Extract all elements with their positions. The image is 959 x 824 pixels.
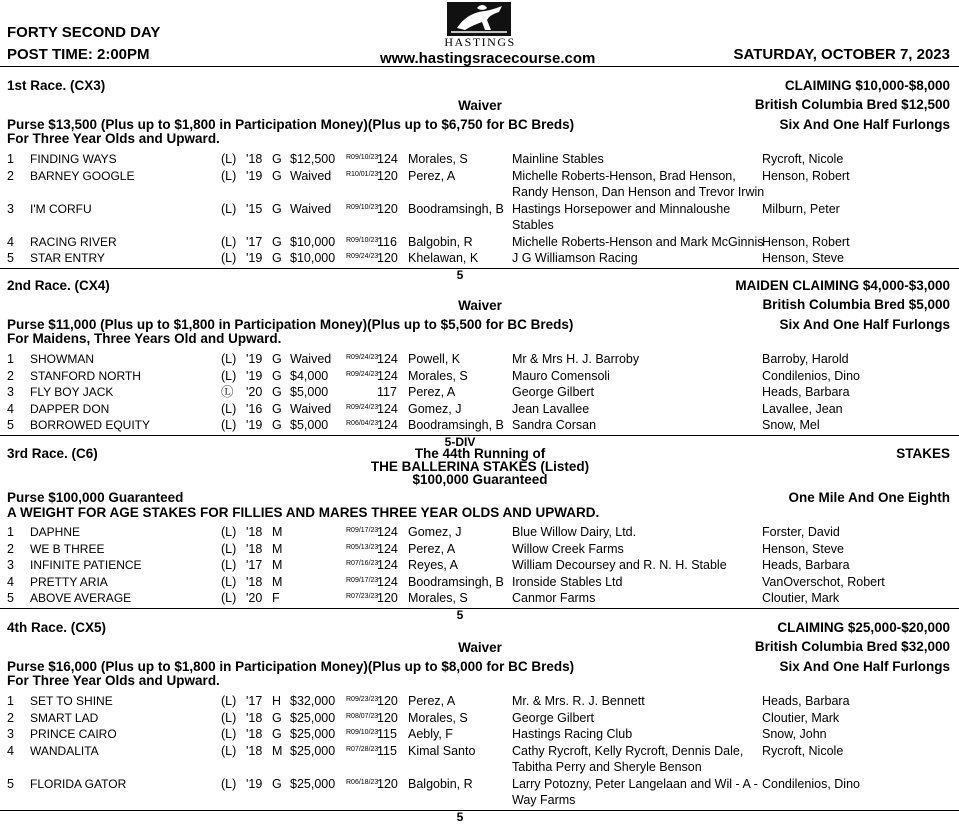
jockey: Perez, A (408, 385, 456, 399)
horse-name: STAR ENTRY (30, 251, 105, 265)
post-position: 1 (7, 694, 14, 708)
weight: 124 (377, 574, 398, 589)
horse-name: FLY BOY JACK (30, 385, 114, 399)
jockey: Perez, A (408, 541, 456, 556)
medication: (L) (221, 401, 237, 416)
foal-year: '19 (246, 168, 263, 183)
owner: Mr. & Mrs. R. J. Bennett (512, 694, 645, 708)
owner: Jean Lavallee (512, 401, 590, 416)
foal-year: '19 (246, 776, 263, 791)
weight: 120 (377, 710, 398, 725)
jockey: Morales, S (408, 591, 468, 605)
race-section (0, 446, 959, 636)
sex: F (272, 591, 280, 605)
owner: George Gilbert (512, 710, 594, 725)
weight: 117 (377, 385, 397, 399)
website-link[interactable]: www.hastingsracecourse.com (380, 50, 596, 67)
weight: 124 (377, 541, 398, 556)
race-type: MAIDEN CLAIMING $4,000-$3,000 (735, 278, 950, 293)
sex: G (272, 710, 282, 725)
jockey: Boodramsingh, B (408, 201, 504, 216)
medication: (L) (221, 541, 237, 556)
foal-year: '19 (246, 368, 263, 383)
jockey: Morales, S (408, 152, 468, 166)
medication: (L) (221, 234, 237, 249)
trainer: Lavallee, Jean (762, 401, 843, 416)
post-position: 2 (7, 541, 14, 556)
weight: 120 (377, 694, 398, 708)
post-position: 4 (7, 234, 14, 249)
race-section (0, 78, 959, 282)
entry-row (0, 151, 959, 167)
race-distance: Six And One Half Furlongs (779, 117, 950, 132)
foal-year: '17 (246, 558, 263, 572)
sex: G (272, 251, 282, 265)
race-section (0, 620, 959, 824)
owner: Canmor Farms (512, 591, 596, 605)
jockey: Khelawan, K (408, 251, 479, 265)
post-position: 1 (7, 352, 14, 366)
claim-price: $32,000 (290, 694, 336, 708)
medication: (L) (221, 776, 237, 791)
owner: Michelle Roberts-Henson, Brad Henson, (512, 168, 736, 183)
horse-name: INFINITE PATIENCE (30, 558, 142, 572)
race-distance: Six And One Half Furlongs (779, 659, 950, 674)
entry-row (0, 693, 959, 709)
foal-year: '18 (246, 574, 263, 589)
jockey: Powell, K (408, 352, 461, 366)
jockey: Morales, S (408, 368, 468, 383)
claim-price: Waived (290, 168, 332, 183)
weight: 115 (377, 743, 397, 758)
jockey: Balgobin, R (408, 776, 473, 791)
last-race-date: R08/07/23 (346, 712, 379, 720)
header-rule (0, 66, 959, 67)
last-race-date: R10/01/23 (346, 170, 379, 178)
post-position: 5 (7, 418, 14, 432)
entry-row (0, 234, 959, 250)
sex: M (272, 558, 283, 572)
horse-name: BARNEY GOOGLE (30, 168, 135, 183)
foal-year: '17 (246, 234, 263, 249)
trainer: Cloutier, Mark (762, 710, 840, 725)
medication: (L) (221, 352, 237, 366)
weight: 124 (377, 368, 398, 383)
jockey: Aebly, F (408, 727, 453, 741)
last-race-date: R06/04/23 (346, 420, 379, 427)
claim-price: $25,000 (290, 710, 336, 725)
race-conditions: For Three Year Olds and Upward. (7, 673, 220, 688)
weight: 124 (377, 558, 398, 572)
weight: 124 (377, 401, 398, 416)
foal-year: '15 (246, 201, 263, 216)
foal-year: '18 (246, 710, 263, 725)
sex: G (272, 418, 282, 432)
race-purse: Purse $13,500 (Plus up to $1,800 in Participation Money)(Plus up to $6,750 for BC Breds) (7, 117, 575, 132)
foal-year: '18 (246, 743, 263, 758)
owner-continued: Stables (512, 217, 554, 232)
horse-name: FLORIDA GATOR (30, 776, 127, 791)
entry-row (0, 351, 959, 367)
trainer: VanOverschot, Robert (762, 574, 885, 589)
claim-price: $5,000 (290, 385, 329, 399)
jockey: Reyes, A (408, 558, 459, 572)
claim-price: Waived (290, 201, 332, 216)
race-conditions: For Three Year Olds and Upward. (7, 131, 220, 146)
sex: G (272, 152, 282, 166)
post-position: 2 (7, 168, 14, 183)
sex: M (272, 743, 283, 758)
claim-price: $25,000 (290, 743, 336, 758)
post-position: 4 (7, 401, 14, 416)
entry-row (0, 201, 959, 232)
horse-name: RACING RIVER (30, 234, 117, 249)
waiver-label: Waiver (458, 640, 502, 655)
last-race-date: R09/10/23 (346, 154, 379, 161)
trainer: Heads, Barbara (762, 385, 850, 399)
race-conditions: A WEIGHT FOR AGE STAKES FOR FILLIES AND MARES THREE YEAR OLDS AND UPWARD. (7, 505, 600, 520)
horse-name: ABOVE AVERAGE (30, 591, 132, 605)
race-section (0, 278, 959, 468)
entry-row (0, 574, 959, 590)
trainer: Henson, Steve (762, 541, 844, 556)
medication: (L) (221, 152, 237, 166)
race-conditions: For Maidens, Three Years Old and Upward. (7, 331, 282, 346)
sex: G (272, 352, 282, 366)
post-position: 1 (7, 152, 14, 166)
last-race-date: R07/16/23 (346, 560, 379, 567)
last-race-date: R09/24/23 (346, 253, 379, 260)
sex: G (272, 385, 282, 399)
race-date: SATURDAY, OCTOBER 7, 2023 (733, 46, 950, 63)
post-position: 3 (7, 558, 14, 572)
field-size: 5 (456, 607, 464, 622)
entry-row (0, 401, 959, 417)
trainer: Condilenios, Dino (762, 776, 860, 791)
post-position: 3 (7, 385, 14, 399)
race-purse: Purse $16,000 (Plus up to $1,800 in Participation Money)(Plus up to $8,000 for BC Breds) (7, 659, 575, 674)
last-race-date: R09/24/23 (346, 403, 379, 411)
sex: G (272, 727, 282, 741)
horse-name: I'M CORFU (30, 201, 92, 216)
last-race-date: R09/10/23 (346, 203, 379, 211)
owner: Mainline Stables (512, 152, 604, 166)
owner: George Gilbert (512, 385, 594, 399)
trainer: Forster, David (762, 525, 840, 539)
post-position: 1 (7, 525, 14, 539)
race-type: STAKES (896, 446, 950, 461)
sex: M (272, 574, 283, 589)
claim-price: $25,000 (290, 727, 336, 741)
owner: Larry Potozny, Peter Langelaan and Wil - A - (512, 776, 758, 791)
claim-price: $12,500 (290, 152, 336, 166)
race-type: CLAIMING $10,000-$8,000 (784, 78, 950, 93)
entry-row (0, 250, 959, 266)
claim-price: $10,000 (290, 251, 336, 265)
last-race-date: R09/23/23 (346, 696, 379, 703)
foal-year: '19 (246, 418, 263, 432)
waiver-label: Waiver (458, 298, 502, 313)
horse-name: SMART LAD (30, 710, 99, 725)
waiver-label: Waiver (458, 98, 502, 113)
sex: M (272, 525, 283, 539)
medication: (L) (221, 418, 237, 432)
entry-row (0, 726, 959, 742)
trainer: Henson, Robert (762, 168, 850, 183)
weight: 124 (377, 152, 398, 166)
last-race-date: R05/13/23 (346, 543, 379, 551)
race-center-line: The 44th Running of (414, 446, 546, 461)
claim-price: $10,000 (290, 234, 336, 249)
owner: Hastings Racing Club (512, 727, 633, 741)
post-position: 5 (7, 251, 14, 265)
sex: G (272, 368, 282, 383)
bc-bred-line: British Columbia Bred $32,000 (754, 639, 950, 654)
owner: Ironside Stables Ltd (512, 574, 623, 589)
trainer: Condilenios, Dino (762, 368, 860, 383)
entry-row (0, 710, 959, 726)
race-title: 2nd Race. (CX4) (7, 278, 110, 293)
jockey: Perez, A (408, 168, 456, 183)
entry-row (0, 743, 959, 774)
owner: Blue Willow Dairy, Ltd. (512, 525, 637, 539)
owner: J G Williamson Racing (512, 251, 638, 265)
horse-name: PRINCE CAIRO (30, 727, 117, 741)
owner: Cathy Rycroft, Kelly Rycroft, Dennis Dale, (512, 743, 744, 758)
medication: (L) (221, 251, 237, 265)
jockey: Morales, S (408, 710, 468, 725)
jockey: Kimal Santo (408, 743, 476, 758)
jockey: Boodramsingh, B (408, 418, 504, 432)
foal-year: '17 (246, 694, 263, 708)
horse-name: DAPPER DON (30, 401, 110, 416)
foal-year: '19 (246, 251, 263, 265)
medication: (L) (221, 710, 237, 725)
last-race-date: R07/23/23 (346, 593, 379, 600)
owner: Hastings Horsepower and Minnaloushe (512, 201, 731, 216)
horse-name: BORROWED EQUITY (30, 418, 151, 432)
race-day-label: FORTY SECOND DAY (7, 24, 161, 41)
horse-name: SHOWMAN (30, 352, 94, 366)
claim-price: Waived (290, 352, 332, 366)
last-race-date: R09/17/23 (346, 527, 379, 534)
medication: (L) (221, 525, 237, 539)
entry-row (0, 384, 959, 400)
trainer: Milburn, Peter (762, 201, 840, 216)
owner: Sandra Corsan (512, 418, 597, 432)
owner-continued: Randy Henson, Dan Henson and Trevor Irwin (512, 184, 765, 199)
race-title: 3rd Race. (C6) (7, 446, 98, 461)
medication: (L) (221, 591, 237, 605)
stakes-name: THE BALLERINA STAKES (Listed) (370, 459, 590, 474)
owner: Michelle Roberts-Henson and Mark McGinnis (512, 234, 764, 249)
post-time: POST TIME: 2:00PM (7, 46, 150, 63)
trainer: Rycroft, Nicole (762, 743, 844, 758)
claim-price: $5,000 (290, 418, 329, 432)
weight: 120 (377, 168, 398, 183)
medication: (L) (221, 168, 237, 183)
foal-year: '16 (246, 401, 263, 416)
claim-price: $4,000 (290, 368, 329, 383)
trainer: Snow, John (762, 727, 827, 741)
foal-year: '20 (246, 385, 263, 399)
horse-name: WANDALITA (30, 743, 99, 758)
post-position: 2 (7, 710, 14, 725)
foal-year: '19 (246, 352, 263, 366)
race-distance: Six And One Half Furlongs (779, 317, 950, 332)
entry-row (0, 557, 959, 573)
weight: 115 (377, 727, 397, 741)
trainer: Snow, Mel (762, 418, 820, 432)
foal-year: '18 (246, 152, 263, 166)
medication: (L) (221, 201, 237, 216)
sex: G (272, 776, 282, 791)
race-title: 1st Race. (CX3) (7, 78, 106, 93)
medication: (L) (221, 727, 237, 741)
field-size: 5 (456, 267, 464, 282)
weight: 120 (377, 251, 398, 265)
horse-name: FINDING WAYS (30, 152, 117, 166)
horse-name: PRETTY ARIA (30, 574, 108, 589)
weight: 116 (377, 234, 397, 249)
weight: 124 (377, 352, 398, 366)
sex: H (272, 694, 282, 708)
sex: M (272, 541, 283, 556)
trainer: Heads, Barbara (762, 558, 850, 572)
trainer: Cloutier, Mark (762, 591, 840, 605)
trainer: Barroby, Harold (762, 352, 849, 366)
post-position: 5 (7, 776, 14, 791)
foal-year: '18 (246, 727, 263, 741)
claim-price: Waived (290, 401, 332, 416)
weight: 120 (377, 776, 398, 791)
jockey: Boodramsingh, B (408, 574, 504, 589)
medication: (L) (221, 574, 237, 589)
horse-name: WE B THREE (30, 541, 105, 556)
stakes-guarantee: $100,000 Guaranteed (412, 472, 548, 487)
sex: G (272, 168, 282, 183)
entry-row (0, 368, 959, 384)
claim-price: $25,000 (290, 776, 336, 791)
post-position: 3 (7, 201, 14, 216)
race-purse: Purse $11,000 (Plus up to $1,800 in Participation Money)(Plus up to $5,500 for BC Breds) (7, 317, 574, 332)
bc-bred-line: British Columbia Bred $5,000 (762, 297, 950, 312)
weight: 124 (377, 525, 398, 539)
trainer: Heads, Barbara (762, 694, 850, 708)
foal-year: '18 (246, 541, 263, 556)
weight: 124 (377, 418, 398, 432)
trainer: Henson, Robert (762, 234, 850, 249)
last-race-date: R07/28/23 (346, 745, 379, 753)
trainer: Henson, Steve (762, 251, 844, 265)
bc-bred-line: British Columbia Bred $12,500 (754, 97, 950, 112)
entry-row (0, 168, 959, 199)
post-position: 4 (7, 743, 14, 758)
race-title: 4th Race. (CX5) (7, 620, 107, 635)
entry-row (0, 776, 959, 807)
owner: Mr & Mrs H. J. Barroby (512, 352, 640, 366)
race-purse: Purse $100,000 Guaranteed (7, 490, 184, 505)
sex: G (272, 234, 282, 249)
hastings-logo-icon (447, 2, 511, 36)
horse-name: DAPHNE (30, 525, 81, 539)
weight: 120 (377, 591, 398, 605)
foal-year: '18 (246, 525, 263, 539)
last-race-date: R09/17/23 (346, 576, 379, 584)
last-race-date: R09/24/23 (346, 370, 379, 378)
medication: Ⓛ (221, 385, 234, 399)
owner: Mauro Comensoli (512, 368, 610, 383)
jockey: Perez, A (408, 694, 456, 708)
sex: G (272, 201, 282, 216)
medication: (L) (221, 558, 237, 572)
medication: (L) (221, 368, 237, 383)
medication: (L) (221, 694, 237, 708)
owner-continued: Way Farms (512, 792, 576, 807)
last-race-date: R09/24/23 (346, 354, 379, 361)
owner: Willow Creek Farms (512, 541, 624, 556)
field-size: 5-DIV (444, 434, 476, 449)
entry-row (0, 541, 959, 557)
post-position: 5 (7, 591, 14, 605)
weight: 120 (377, 201, 398, 216)
last-race-date: R06/18/23 (346, 778, 379, 786)
jockey: Gomez, J (408, 525, 462, 539)
trainer: Rycroft, Nicole (762, 152, 844, 166)
race-type: CLAIMING $25,000-$20,000 (777, 620, 950, 635)
entry-row (0, 590, 959, 606)
owner: William Decoursey and R. N. H. Stable (512, 558, 727, 572)
last-race-date: R09/10/23 (346, 729, 379, 736)
horse-name: STANFORD NORTH (30, 368, 141, 383)
foal-year: '20 (246, 591, 263, 605)
track-name: HASTINGS (444, 35, 516, 49)
post-position: 4 (7, 574, 14, 589)
owner-continued: Tabitha Perry and Sheryle Benson (512, 759, 702, 774)
post-position: 2 (7, 368, 14, 383)
entry-row (0, 417, 959, 433)
medication: (L) (221, 743, 237, 758)
sex: G (272, 401, 282, 416)
post-position: 3 (7, 727, 14, 741)
race-distance: One Mile And One Eighth (788, 490, 950, 505)
field-size: 5 (456, 809, 464, 824)
jockey: Balgobin, R (408, 234, 473, 249)
entry-row (0, 524, 959, 540)
jockey: Gomez, J (408, 401, 462, 416)
last-race-date: R09/10/23 (346, 236, 379, 244)
horse-name: SET TO SHINE (30, 694, 113, 708)
